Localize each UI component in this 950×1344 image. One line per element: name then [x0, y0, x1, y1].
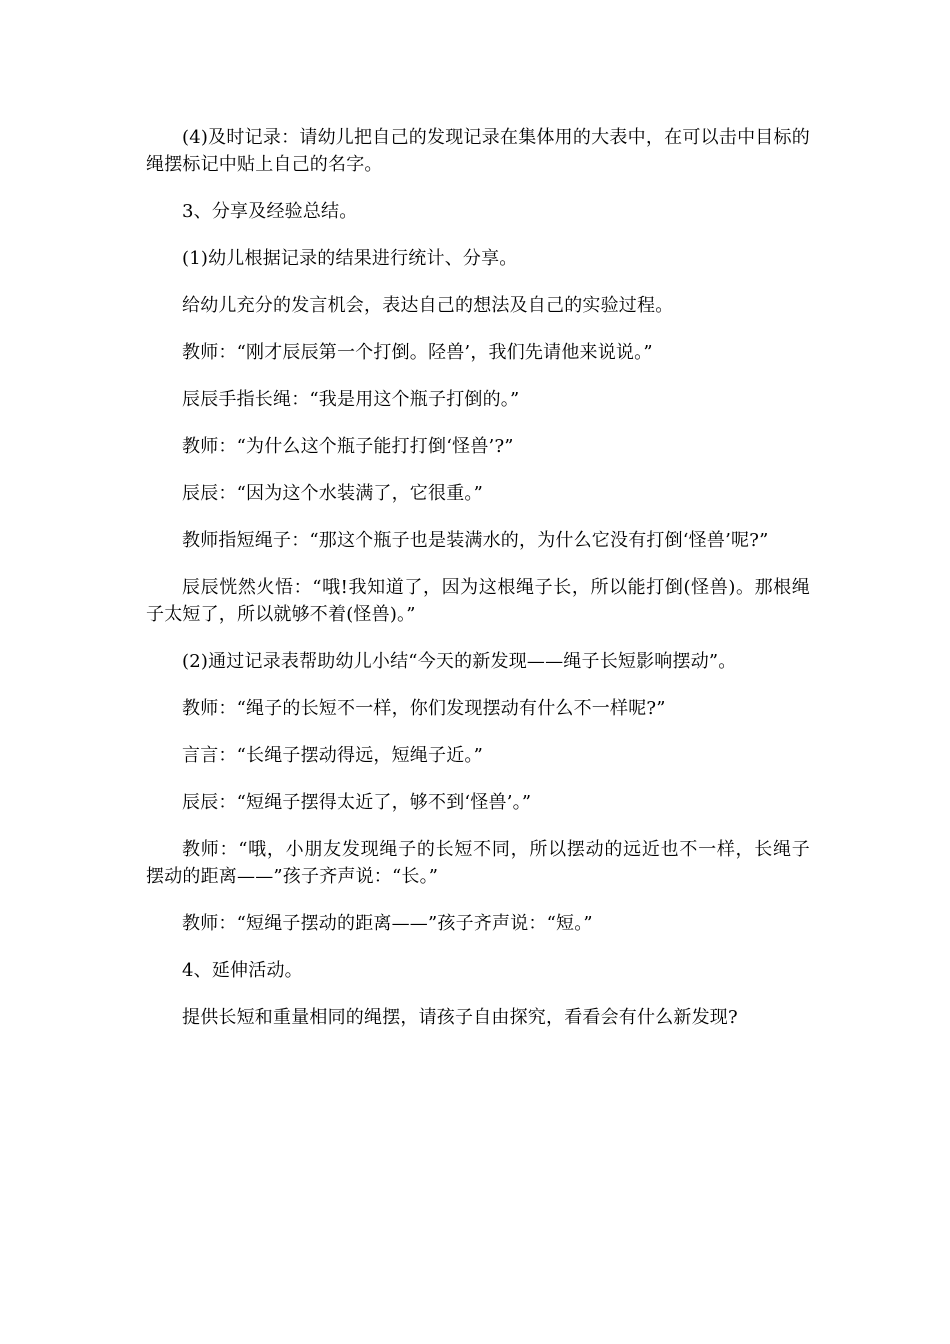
paragraph-extension-activity: 提供长短和重量相同的绳摆，请孩子自由探究，看看会有什么新发现? [182, 1007, 738, 1028]
dialogue-line: 辰辰手指长绳：“我是用这个瓶子打倒的。” [182, 389, 520, 410]
section-heading-share-summary: 3、分享及经验总结。 [182, 201, 358, 222]
paragraph-statistics: (1)幼儿根据记录的结果进行统计、分享。 [182, 248, 518, 269]
dialogue-line: 辰辰：“短绳子摆得太近了，够不到‘怪兽’。” [182, 792, 532, 813]
dialogue-line: 教师指短绳子：“那这个瓶子也是装满水的，为什么它没有打倒‘怪兽’呢?” [182, 530, 769, 551]
paragraph-record-step: (4)及时记录：请幼儿把自己的发现记录在集体用的大表中，在可以击中目标的绳摆标记中贴上自己的名字。 [146, 127, 810, 175]
dialogue-line: 教师：“短绳子摆动的距离——”孩子齐声说：“短。” [182, 913, 593, 934]
section-heading-extension: 4、延伸活动。 [182, 960, 303, 981]
dialogue-line: 教师：“绳子的长短不一样，你们发现摆动有什么不一样呢?” [182, 698, 666, 719]
dialogue-line: 教师：“哦，小朋友发现绳子的长短不同，所以摆动的远近也不一样，长绳子摆动的距离——”孩子齐声说：“长。” [146, 839, 810, 887]
dialogue-line: 辰辰：“因为这个水装满了，它很重。” [182, 483, 484, 504]
document-body [146, 124, 810, 1051]
paragraph-speaking-opportunity: 给幼儿充分的发言机会，表达自己的想法及自己的实验过程。 [182, 295, 674, 316]
dialogue-line: 教师：“为什么这个瓶子能打打倒‘怪兽’?” [182, 436, 514, 457]
dialogue-line: 教师：“刚才辰辰第一个打倒。陉兽’，我们先请他来说说。” [182, 342, 653, 363]
paragraph-summary-record: (2)通过记录表帮助幼儿小结“今天的新发现——绳子长短影响摆动”。 [182, 651, 737, 672]
dialogue-line: 言言：“长绳子摆动得远，短绳子近。” [182, 745, 484, 766]
dialogue-line: 辰辰恍然火悟：“哦!我知道了，因为这根绳子长，所以能打倒(怪兽)。那根绳子太短了，所以就够不着(怪兽)。” [146, 577, 810, 625]
